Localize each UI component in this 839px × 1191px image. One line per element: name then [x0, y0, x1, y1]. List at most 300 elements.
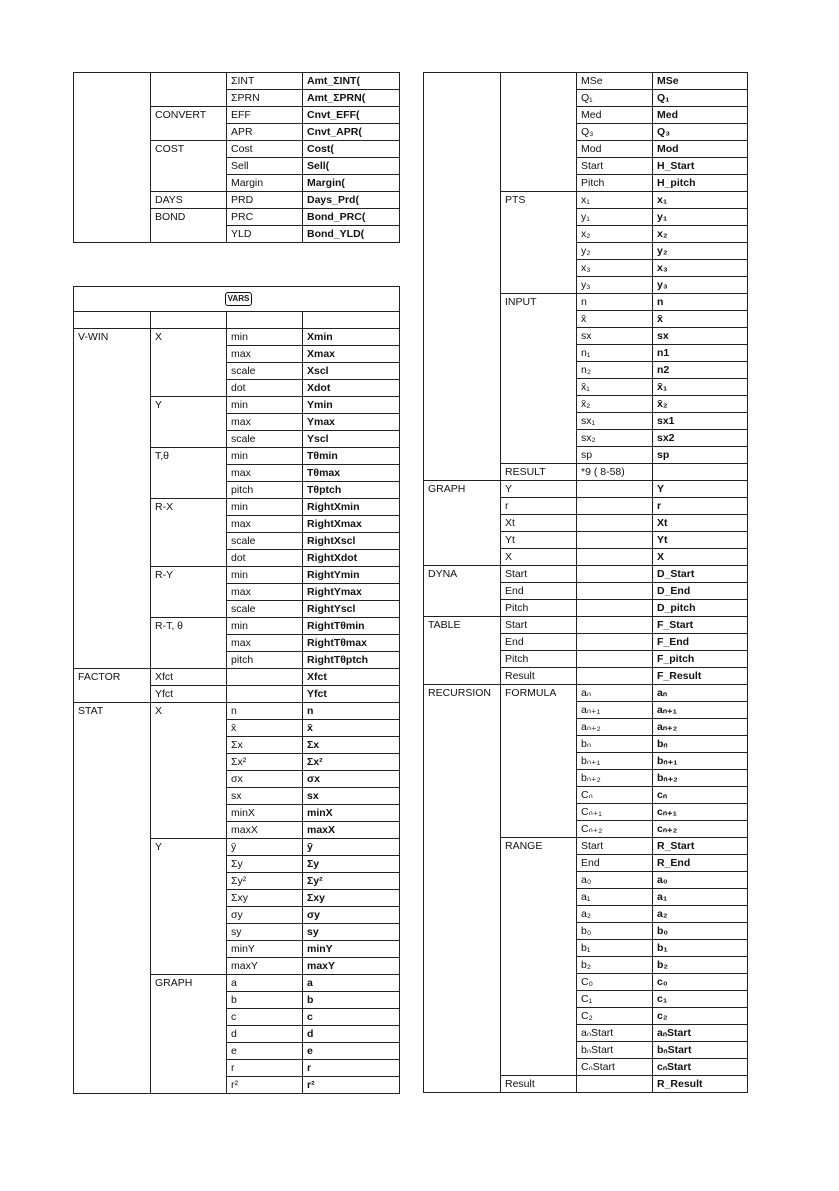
table-row	[424, 107, 748, 124]
table-cell-col3: Σy	[227, 856, 303, 873]
table-cell-col2	[151, 771, 227, 788]
table-row	[424, 702, 748, 719]
table-cell-col4: F_End	[653, 634, 748, 651]
table-cell-col3: x₁	[577, 192, 653, 209]
table-cell-col2: Y	[151, 397, 227, 414]
table-cell-col1	[424, 192, 501, 209]
table-cell-col2	[501, 1042, 577, 1059]
table-cell-col1	[424, 396, 501, 413]
table-cell-col4: Yfct	[303, 686, 400, 703]
table-cell-col2	[501, 328, 577, 345]
table-cell-col2	[501, 1008, 577, 1025]
table-cell-col2	[501, 345, 577, 362]
table-cell-col4: cₙ₊₁	[653, 804, 748, 821]
table-cell-col1	[74, 839, 151, 856]
table-cell-col4: r²	[303, 1077, 400, 1094]
table-cell-col1	[74, 226, 151, 243]
table-cell-col4: a	[303, 975, 400, 992]
table-cell-col2: T,θ	[151, 448, 227, 465]
table-row	[74, 941, 400, 958]
table-cell-col4: RightXmin	[303, 499, 400, 516]
table-cell-col4: Σx	[303, 737, 400, 754]
table-cell-col3: Σxy	[227, 890, 303, 907]
table-cell-col4: x₁	[653, 192, 748, 209]
table-cell-col1	[424, 73, 501, 90]
table-cell-col3: r²	[227, 1077, 303, 1094]
table-cell-col3: min	[227, 499, 303, 516]
table-row	[74, 141, 400, 158]
table-cell-col3	[577, 549, 653, 566]
table-cell-col2: End	[501, 583, 577, 600]
table-cell-col3: Q₁	[577, 90, 653, 107]
table-row	[424, 549, 748, 566]
table-row	[74, 924, 400, 941]
table-row	[74, 975, 400, 992]
table-cell-col4: c	[303, 1009, 400, 1026]
table-cell-col3: dot	[227, 380, 303, 397]
table-cell-col2	[501, 311, 577, 328]
table-cell-col3: Cₙ₊₂	[577, 821, 653, 838]
table-cell-col4: R_Start	[653, 838, 748, 855]
table-cell-col2	[151, 380, 227, 397]
table-cell-col2	[501, 889, 577, 906]
table-cell-col3: max	[227, 414, 303, 431]
table-cell-col1	[424, 974, 501, 991]
table-cell-col2	[501, 277, 577, 294]
table-cell-col4: D_End	[653, 583, 748, 600]
table-cell-col4: RightTθmin	[303, 618, 400, 635]
table-cell-col4: c₁	[653, 991, 748, 1008]
table-cell-col1	[424, 889, 501, 906]
table-cell-col2: INPUT	[501, 294, 577, 311]
table-cell-col1	[424, 787, 501, 804]
table-cell-col1	[424, 430, 501, 447]
table-cell-col1	[424, 515, 501, 532]
table-cell-col3: C₁	[577, 991, 653, 1008]
table-cell-col2: R-X	[151, 499, 227, 516]
table-row	[74, 907, 400, 924]
table-cell-col2	[151, 720, 227, 737]
table-cell-col3: y₂	[577, 243, 653, 260]
table-cell-col1	[424, 226, 501, 243]
table-cell-col2: Result	[501, 1076, 577, 1093]
table-cell-col3: Σx	[227, 737, 303, 754]
table-cell-col3: maxY	[227, 958, 303, 975]
table-cell-col4: sx	[303, 788, 400, 805]
table-row	[74, 856, 400, 873]
table-cell-col2: CONVERT	[151, 107, 227, 124]
table-cell-col2	[501, 872, 577, 889]
table-cell-col3: Sell	[227, 158, 303, 175]
table-row	[74, 873, 400, 890]
table-cell-col4: y₃	[653, 277, 748, 294]
table-row	[424, 974, 748, 991]
table-cell-col3: scale	[227, 533, 303, 550]
table-row	[424, 821, 748, 838]
table-cell-col1	[74, 856, 151, 873]
table-cell-col1	[74, 754, 151, 771]
table-cell-col2	[151, 312, 227, 329]
table-cell-col3: max	[227, 516, 303, 533]
table-cell-col4: Xdot	[303, 380, 400, 397]
table-cell-col2	[501, 940, 577, 957]
table-cell-col4: b₁	[653, 940, 748, 957]
table-cell-col1	[74, 158, 151, 175]
table-row	[74, 1060, 400, 1077]
table-cell-col1	[74, 788, 151, 805]
table-cell-col4: Y	[653, 481, 748, 498]
table-row	[424, 617, 748, 634]
table-cell-col1	[424, 311, 501, 328]
table-cell-col2	[151, 788, 227, 805]
table-cell-col1	[74, 1026, 151, 1043]
table-cell-col2	[151, 941, 227, 958]
table-cell-col4: aₙStart	[653, 1025, 748, 1042]
table-cell-col2	[501, 804, 577, 821]
table-cell-col4: H_pitch	[653, 175, 748, 192]
table-cell-col1	[424, 1008, 501, 1025]
table-cell-col1	[424, 634, 501, 651]
table-cell-col4: F_Result	[653, 668, 748, 685]
table-cell-col1: GRAPH	[424, 481, 501, 498]
table-row	[424, 906, 748, 923]
table-row	[424, 209, 748, 226]
table-cell-col3: b₁	[577, 940, 653, 957]
table-cell-col2	[501, 260, 577, 277]
table-cell-col3: b₀	[577, 923, 653, 940]
table-cell-col1	[74, 805, 151, 822]
table-cell-col3: Σx²	[227, 754, 303, 771]
table-cell-col4: R_End	[653, 855, 748, 872]
table-cell-col2: DAYS	[151, 192, 227, 209]
table-row	[74, 107, 400, 124]
table-cell-col2	[501, 821, 577, 838]
table-cell-col2: Pitch	[501, 600, 577, 617]
table-cell-col2	[151, 907, 227, 924]
table-cell-col3: b₂	[577, 957, 653, 974]
table-cell-col2	[151, 635, 227, 652]
table-cell-col3: EFF	[227, 107, 303, 124]
table-cell-col3: End	[577, 855, 653, 872]
table-row	[424, 430, 748, 447]
table-row	[74, 312, 400, 329]
table-cell-col4: Xfct	[303, 669, 400, 686]
table-cell-col1: STAT	[74, 703, 151, 720]
table-cell-col4: x̄	[653, 311, 748, 328]
table-cell-col3: min	[227, 329, 303, 346]
table-row	[424, 481, 748, 498]
table-cell-col4: σy	[303, 907, 400, 924]
table-row	[424, 447, 748, 464]
table-cell-col3: sx₂	[577, 430, 653, 447]
table-cell-col2	[151, 958, 227, 975]
table-cell-col3: Q₃	[577, 124, 653, 141]
table-row	[424, 753, 748, 770]
table-cell-col3: x̄₁	[577, 379, 653, 396]
table-cell-col2	[151, 584, 227, 601]
table-cell-col3: σy	[227, 907, 303, 924]
table-cell-col2	[151, 890, 227, 907]
table-row	[424, 141, 748, 158]
table-cell-col1	[74, 1043, 151, 1060]
table-row	[424, 940, 748, 957]
table-cell-col3: y₁	[577, 209, 653, 226]
table-cell-col4: Xmin	[303, 329, 400, 346]
table-cell-col4: bₙStart	[653, 1042, 748, 1059]
table-cell-col2	[151, 924, 227, 941]
table-cell-col2	[151, 533, 227, 550]
table-cell-col1	[74, 992, 151, 1009]
table-cell-col3	[577, 566, 653, 583]
table-row	[74, 1077, 400, 1094]
table-cell-col3: sp	[577, 447, 653, 464]
table-cell-col4: Σy	[303, 856, 400, 873]
finance-vars-table-continued	[73, 72, 400, 243]
table-cell-col3: sx	[227, 788, 303, 805]
table-cell-col2	[151, 1009, 227, 1026]
table-cell-col1	[74, 175, 151, 192]
table-cell-col2	[501, 906, 577, 923]
table-cell-col1	[424, 753, 501, 770]
table-cell-col1	[424, 1059, 501, 1076]
table-cell-col4	[653, 464, 748, 481]
table-cell-col3: d	[227, 1026, 303, 1043]
table-cell-col4: n2	[653, 362, 748, 379]
table-cell-col3	[577, 583, 653, 600]
table-cell-col3: ΣPRN	[227, 90, 303, 107]
table-cell-col3: Mod	[577, 141, 653, 158]
table-cell-col2	[501, 413, 577, 430]
table-cell-col4: b	[303, 992, 400, 1009]
table-cell-col3	[577, 634, 653, 651]
table-cell-col4: Q₁	[653, 90, 748, 107]
table-row	[424, 379, 748, 396]
table-cell-col2	[501, 141, 577, 158]
table-cell-col3: C₀	[577, 974, 653, 991]
table-cell-col1	[424, 719, 501, 736]
table-cell-col4: F_pitch	[653, 651, 748, 668]
table-row	[74, 329, 400, 346]
table-cell-col1	[424, 294, 501, 311]
table-row	[424, 736, 748, 753]
table-cell-col3: scale	[227, 431, 303, 448]
table-row	[424, 294, 748, 311]
table-cell-col2	[151, 431, 227, 448]
table-cell-col1	[424, 345, 501, 362]
table-cell-col4: minY	[303, 941, 400, 958]
table-cell-col3: YLD	[227, 226, 303, 243]
table-cell-col4: RightXdot	[303, 550, 400, 567]
table-cell-col2	[151, 158, 227, 175]
table-cell-col2	[151, 873, 227, 890]
table-cell-col3	[577, 515, 653, 532]
table-cell-col1	[74, 380, 151, 397]
table-cell-col2	[501, 226, 577, 243]
table-cell-col3	[577, 668, 653, 685]
table-cell-col3: scale	[227, 601, 303, 618]
table-cell-col1	[74, 584, 151, 601]
table-row	[74, 175, 400, 192]
table-cell-col1	[424, 991, 501, 1008]
table-row	[74, 363, 400, 380]
table-row	[424, 158, 748, 175]
table-cell-col2	[151, 805, 227, 822]
table-cell-col1	[424, 855, 501, 872]
table-cell-col1	[424, 1076, 501, 1093]
table-cell-col1	[424, 583, 501, 600]
table-cell-col3: Σy²	[227, 873, 303, 890]
table-cell-col2: Start	[501, 617, 577, 634]
table-cell-col1	[74, 635, 151, 652]
table-cell-col4: maxX	[303, 822, 400, 839]
table-cell-col2: X	[151, 329, 227, 346]
table-cell-col1	[74, 448, 151, 465]
table-row	[424, 498, 748, 515]
table-cell-col1	[424, 379, 501, 396]
table-cell-col4: Q₃	[653, 124, 748, 141]
table-cell-col2: Start	[501, 566, 577, 583]
table-cell-col4: Xmax	[303, 346, 400, 363]
table-cell-col4: x₂	[653, 226, 748, 243]
table-cell-col2	[501, 974, 577, 991]
vars-key-table	[73, 286, 400, 1094]
table-row	[74, 431, 400, 448]
table-cell-col1	[74, 1060, 151, 1077]
table-row	[424, 464, 748, 481]
table-cell-col3	[227, 312, 303, 329]
table-row	[74, 737, 400, 754]
table-cell-col4: Yscl	[303, 431, 400, 448]
table-cell-col1	[74, 533, 151, 550]
table-cell-col2	[501, 430, 577, 447]
table-row	[74, 124, 400, 141]
table-cell-col4: Tθmax	[303, 465, 400, 482]
table-cell-col2	[501, 855, 577, 872]
table-cell-col3: bₙ₊₁	[577, 753, 653, 770]
table-cell-col1	[424, 124, 501, 141]
table-cell-col2: X	[151, 703, 227, 720]
table-cell-col3: PRC	[227, 209, 303, 226]
table-cell-col1	[74, 516, 151, 533]
table-cell-col4: x̄₁	[653, 379, 748, 396]
table-row	[424, 583, 748, 600]
table-cell-col2	[501, 957, 577, 974]
table-row	[424, 855, 748, 872]
table-cell-col4: y₂	[653, 243, 748, 260]
table-cell-col2	[151, 601, 227, 618]
vars-header-row	[74, 287, 400, 312]
table-cell-col1	[424, 770, 501, 787]
table-row	[424, 1008, 748, 1025]
table-cell-col3: sx₁	[577, 413, 653, 430]
table-cell-col2	[151, 1077, 227, 1094]
table-row	[74, 1026, 400, 1043]
table-row	[74, 669, 400, 686]
table-cell-col4: D_Start	[653, 566, 748, 583]
table-cell-col3: bₙStart	[577, 1042, 653, 1059]
table-row	[424, 515, 748, 532]
table-cell-col4: sp	[653, 447, 748, 464]
table-cell-col4: ȳ	[303, 839, 400, 856]
table-cell-col1	[424, 923, 501, 940]
table-row	[424, 889, 748, 906]
table-cell-col2: R-T, θ	[151, 618, 227, 635]
table-cell-col4: r	[653, 498, 748, 515]
table-cell-col2: BOND	[151, 209, 227, 226]
table-row	[424, 719, 748, 736]
table-row	[74, 346, 400, 363]
table-cell-col1	[74, 907, 151, 924]
table-cell-col2	[151, 414, 227, 431]
table-cell-col3: aₙ	[577, 685, 653, 702]
table-cell-col3: minX	[227, 805, 303, 822]
table-cell-col4: Σy²	[303, 873, 400, 890]
table-row	[74, 397, 400, 414]
table-cell-col1	[74, 686, 151, 703]
table-cell-col1: DYNA	[424, 566, 501, 583]
table-cell-col2	[501, 243, 577, 260]
table-cell-col1	[74, 312, 151, 329]
table-cell-col2	[501, 396, 577, 413]
table-cell-col1	[74, 771, 151, 788]
table-cell-col3: x̄₂	[577, 396, 653, 413]
table-cell-col4: r	[303, 1060, 400, 1077]
table-cell-col2	[151, 856, 227, 873]
table-cell-col3: ΣINT	[227, 73, 303, 90]
table-row	[74, 822, 400, 839]
table-cell-col2: Y	[151, 839, 227, 856]
table-cell-col4: H_Start	[653, 158, 748, 175]
table-cell-col3: x₃	[577, 260, 653, 277]
table-cell-col2: RANGE	[501, 838, 577, 855]
table-cell-col4: RightYmax	[303, 584, 400, 601]
table-cell-col3: ȳ	[227, 839, 303, 856]
table-row	[74, 754, 400, 771]
table-row	[424, 634, 748, 651]
table-cell-col1	[424, 328, 501, 345]
table-row	[424, 668, 748, 685]
table-cell-col4: Bond_PRC(	[303, 209, 400, 226]
table-cell-col3: n₂	[577, 362, 653, 379]
table-cell-col2	[501, 923, 577, 940]
table-cell-col2	[151, 652, 227, 669]
table-cell-col3: min	[227, 567, 303, 584]
table-cell-col1	[424, 957, 501, 974]
table-cell-col2: Y	[501, 481, 577, 498]
vars-header-cell	[74, 287, 400, 312]
table-row	[74, 380, 400, 397]
table-cell-col4: Sell(	[303, 158, 400, 175]
table-cell-col3: r	[227, 1060, 303, 1077]
table-cell-col1	[424, 413, 501, 430]
table-cell-col4: cₙ	[653, 787, 748, 804]
table-cell-col3: Margin	[227, 175, 303, 192]
table-cell-col2	[151, 226, 227, 243]
table-cell-col1	[74, 873, 151, 890]
table-row	[74, 652, 400, 669]
table-cell-col4: e	[303, 1043, 400, 1060]
table-cell-col1	[74, 890, 151, 907]
table-cell-col4: D_pitch	[653, 600, 748, 617]
table-cell-col3: C₂	[577, 1008, 653, 1025]
table-cell-col3: Pitch	[577, 175, 653, 192]
table-cell-col1	[424, 464, 501, 481]
table-cell-col3: aₙStart	[577, 1025, 653, 1042]
table-cell-col1	[424, 141, 501, 158]
table-cell-col2	[151, 992, 227, 1009]
table-row	[74, 788, 400, 805]
table-cell-col4: Σx²	[303, 754, 400, 771]
